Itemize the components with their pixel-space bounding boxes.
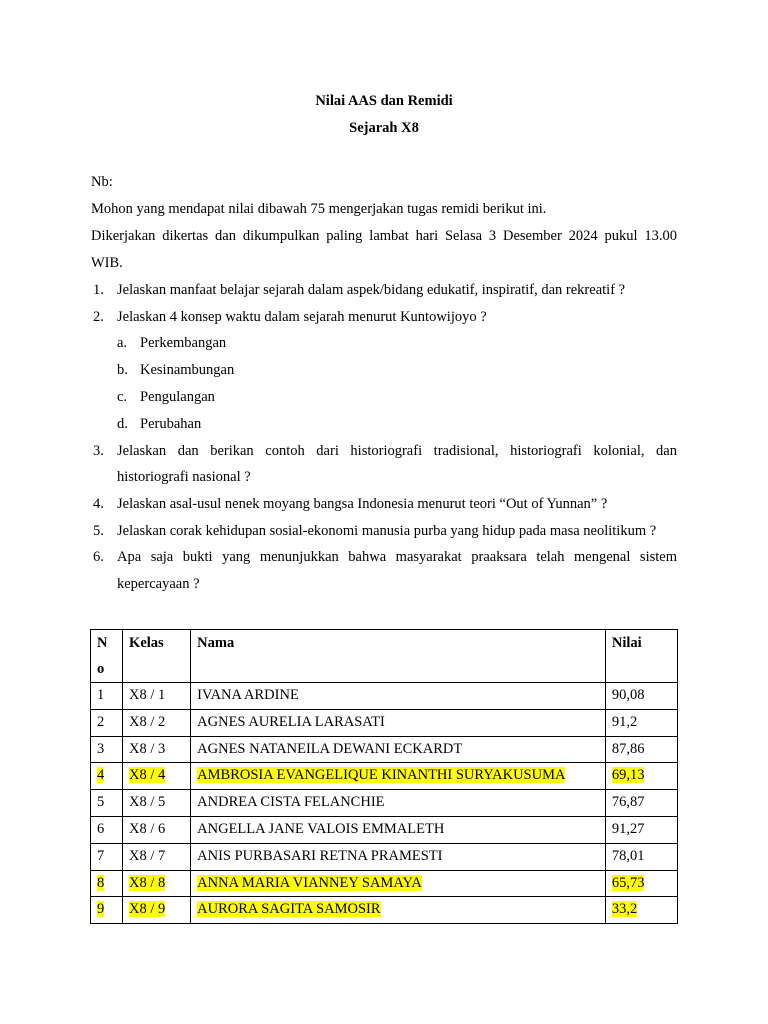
sub-item-c-text: Pengulangan	[140, 389, 215, 405]
table-header-row	[91, 630, 678, 683]
table-row	[91, 736, 678, 763]
cell-no: 1	[91, 683, 123, 710]
cell-kelas: X8 / 6	[123, 816, 191, 843]
cell-kelas: X8 / 3	[123, 736, 191, 763]
table-row	[91, 683, 678, 710]
question-2-number: 2.	[93, 309, 104, 325]
header-nilai: Nilai	[605, 630, 677, 683]
cell-nama: IVANA ARDINE	[191, 683, 606, 710]
cell-nama: ANDREA CISTA FELANCHIE	[191, 790, 606, 817]
header-kelas: Kelas	[123, 630, 191, 683]
grades-table	[90, 629, 678, 924]
header-no: N o	[91, 630, 123, 683]
cell-nama: AGNES NATANEILA DEWANI ECKARDT	[191, 736, 606, 763]
cell-kelas: X8 / 9	[123, 897, 191, 924]
question-6-text-cont: kepercayaan ?	[117, 576, 200, 592]
cell-kelas: X8 / 1	[123, 683, 191, 710]
sub-item-b-label: b.	[117, 362, 128, 378]
cell-nama: ANIS PURBASARI RETNA PRAMESTI	[191, 843, 606, 870]
question-4-number: 4.	[93, 496, 104, 512]
cell-nilai: 78,01	[605, 843, 677, 870]
table-row	[91, 790, 678, 817]
question-2-text: Jelaskan 4 konsep waktu dalam sejarah menurut Kuntowijoyo ?	[117, 309, 487, 325]
cell-kelas: X8 / 4	[123, 763, 191, 790]
question-6-text: Apa saja bukti yang menunjukkan bahwa masyarakat praaksara telah mengenal sistem	[117, 549, 677, 565]
cell-nilai: 65,73	[605, 870, 677, 897]
cell-nilai: 69,13	[605, 763, 677, 790]
question-6-number: 6.	[93, 549, 104, 565]
document-subtitle: Sejarah X8	[349, 120, 419, 136]
cell-no: 9	[91, 897, 123, 924]
cell-nilai: 33,2	[605, 897, 677, 924]
sub-item-b-text: Kesinambungan	[140, 362, 235, 378]
table-row	[91, 870, 678, 897]
cell-nilai: 90,08	[605, 683, 677, 710]
cell-no: 4	[91, 763, 123, 790]
table-row	[91, 816, 678, 843]
cell-no: 5	[91, 790, 123, 817]
sub-item-d-text: Perubahan	[140, 416, 202, 432]
cell-kelas: X8 / 5	[123, 790, 191, 817]
intro-line-2: Dikerjakan dikertas dan dikumpulkan paling lambat hari Selasa 3 Desember 2024 pukul 13.00	[91, 228, 677, 244]
sub-item-a-label: a.	[117, 335, 128, 351]
table-row	[91, 897, 678, 924]
cell-nilai: 76,87	[605, 790, 677, 817]
cell-nama: AURORA SAGITA SAMOSIR	[191, 897, 606, 924]
table-row	[91, 763, 678, 790]
cell-kelas: X8 / 8	[123, 870, 191, 897]
cell-nilai: 91,27	[605, 816, 677, 843]
question-5-text: Jelaskan corak kehidupan sosial-ekonomi manusia purba yang hidup pada masa neolitikum ?	[117, 523, 657, 539]
table-row	[91, 843, 678, 870]
question-5-number: 5.	[93, 523, 104, 539]
cell-no: 8	[91, 870, 123, 897]
cell-nama: ANGELLA JANE VALOIS EMMALETH	[191, 816, 606, 843]
question-1-number: 1.	[93, 282, 104, 298]
document-title: Nilai AAS dan Remidi	[315, 93, 453, 109]
sub-item-c-label: c.	[117, 389, 128, 405]
cell-no: 7	[91, 843, 123, 870]
cell-nama: ANNA MARIA VIANNEY SAMAYA	[191, 870, 606, 897]
question-4-text: Jelaskan asal-usul nenek moyang bangsa Indonesia menurut teori “Out of Yunnan” ?	[117, 496, 608, 512]
question-1-text: Jelaskan manfaat belajar sejarah dalam aspek/bidang edukatif, inspiratif, dan rekreatif ?	[117, 282, 626, 298]
cell-no: 3	[91, 736, 123, 763]
nb-label: Nb:	[91, 174, 113, 190]
intro-line-1: Mohon yang mendapat nilai dibawah 75 mengerjakan tugas remidi berikut ini.	[91, 201, 547, 217]
cell-no: 6	[91, 816, 123, 843]
cell-no: 2	[91, 709, 123, 736]
cell-nama: AGNES AURELIA LARASATI	[191, 709, 606, 736]
cell-nama: AMBROSIA EVANGELIQUE KINANTHI SURYAKUSUMA	[191, 763, 606, 790]
cell-nilai: 87,86	[605, 736, 677, 763]
question-3-text: Jelaskan dan berikan contoh dari historiografi tradisional, historiografi kolonial, dan	[117, 443, 677, 459]
cell-kelas: X8 / 2	[123, 709, 191, 736]
sub-item-a-text: Perkembangan	[140, 335, 227, 351]
table-row	[91, 709, 678, 736]
header-nama: Nama	[191, 630, 606, 683]
sub-item-d-label: d.	[117, 416, 128, 432]
cell-kelas: X8 / 7	[123, 843, 191, 870]
intro-line-2-cont: WIB.	[91, 255, 123, 271]
question-3-text-cont: historiografi nasional ?	[117, 469, 251, 485]
question-3-number: 3.	[93, 443, 104, 459]
cell-nilai: 91,2	[605, 709, 677, 736]
